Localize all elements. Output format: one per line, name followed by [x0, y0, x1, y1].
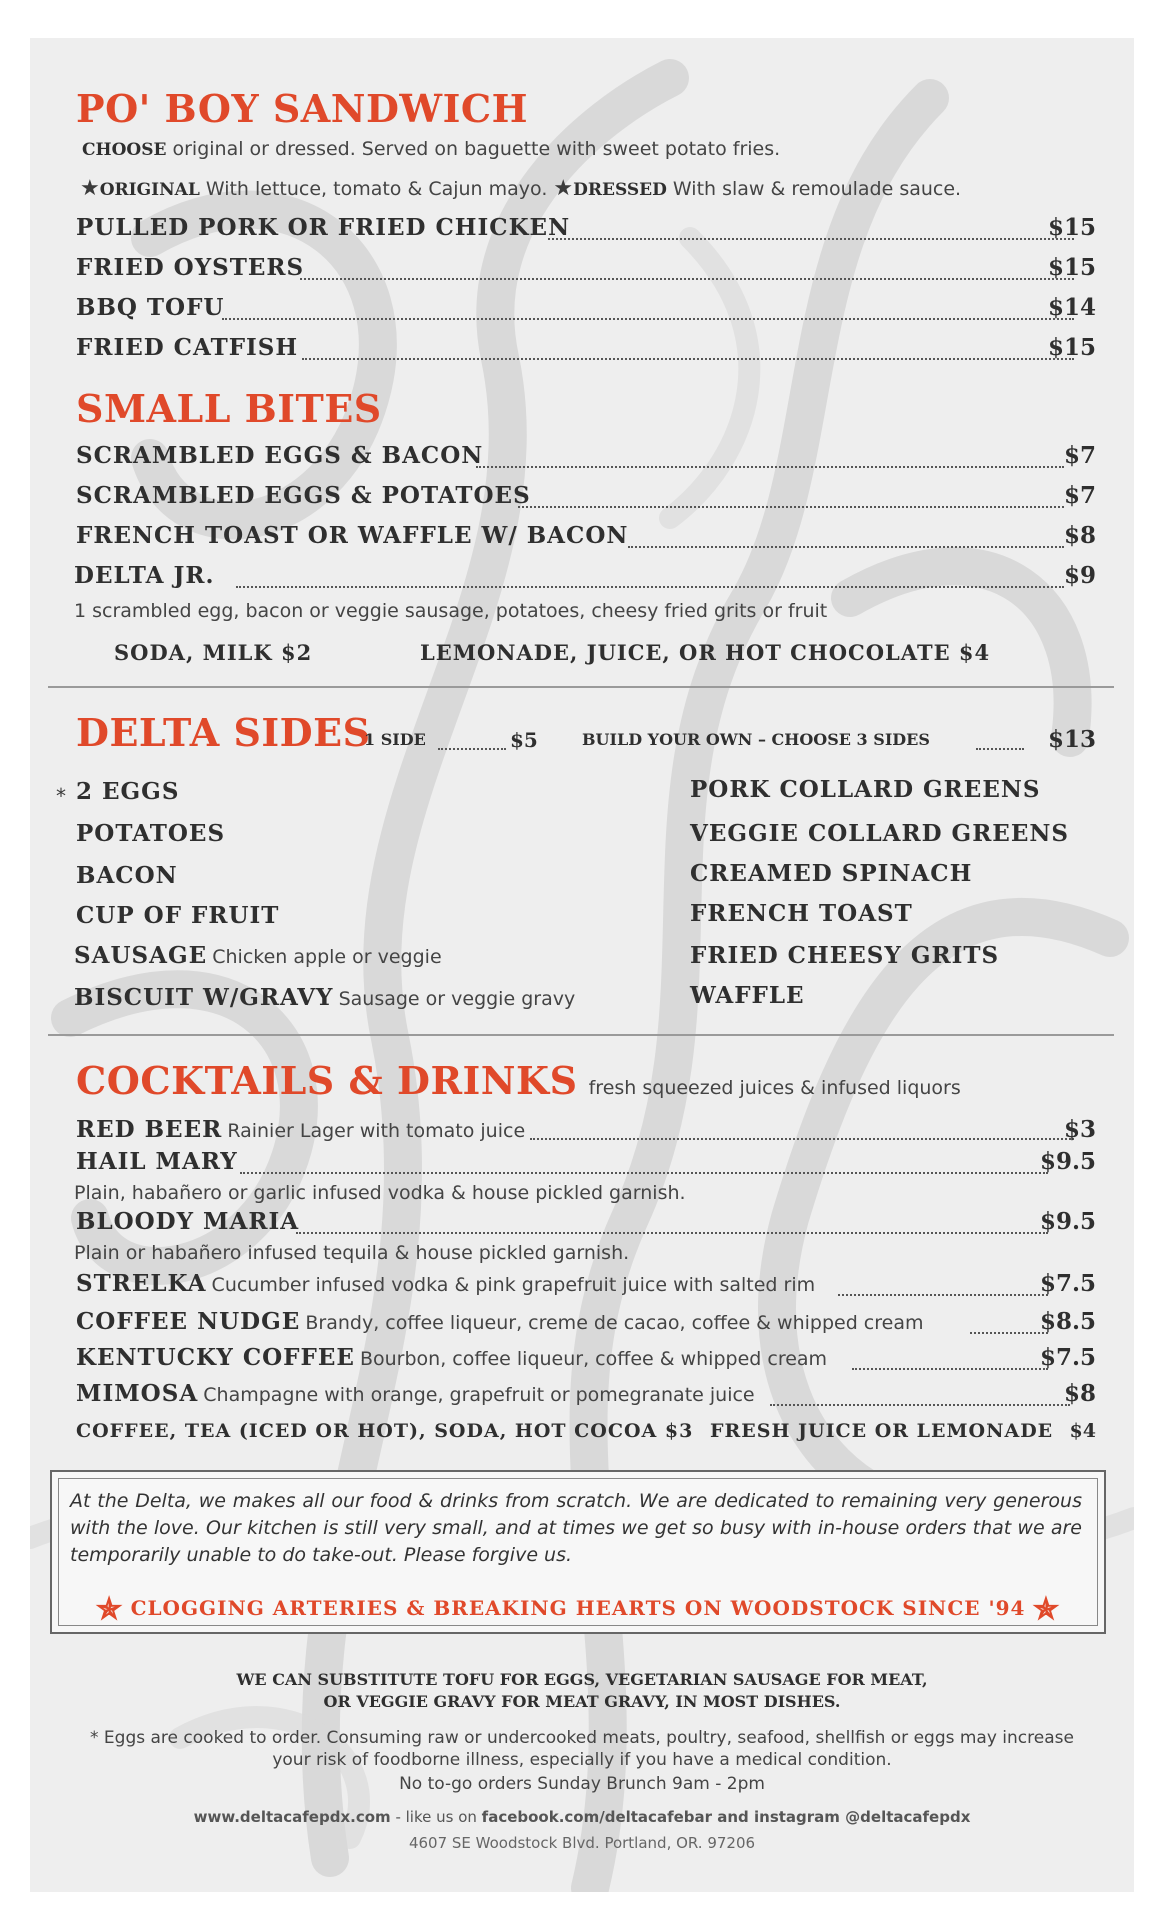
build-your-own-label: BUILD YOUR OWN – CHOOSE 3 SIDES	[582, 730, 930, 749]
drink-name: BLOODY MARIA	[76, 1208, 300, 1235]
drink-row	[76, 1344, 827, 1371]
poboy-item-price: $14	[1047, 294, 1096, 321]
star-icon: ✯	[1033, 1592, 1060, 1627]
section-divider	[48, 1034, 1114, 1036]
menu-panel	[30, 38, 1134, 1892]
side-item-row	[74, 942, 442, 969]
leader-dots	[476, 466, 1064, 468]
side-item-desc: Sausage or veggie gravy	[338, 988, 576, 1010]
drink-desc: Cucumber infused vodka & pink grapefruit juice with salted rim	[211, 1274, 816, 1296]
side-item: POTATOES	[76, 820, 226, 847]
section-title-small-bites: SMALL BITES	[76, 386, 382, 431]
leader-dots	[222, 318, 1074, 320]
leader-dots	[976, 748, 1024, 750]
drink-price: $8.5	[1039, 1308, 1096, 1335]
social-line	[30, 1808, 1134, 1826]
choose-label: CHOOSE	[82, 140, 167, 160]
side-item: FRENCH TOAST	[690, 900, 913, 927]
poboy-options-line	[80, 176, 961, 201]
star-icon: ✯	[96, 1592, 123, 1627]
drink-price: $7.5	[1039, 1270, 1096, 1297]
leader-dots	[240, 1172, 1048, 1174]
drink-note: Plain or habañero infused tequila & house pickled garnish.	[74, 1242, 630, 1264]
drink-name: COFFEE NUDGE	[76, 1308, 301, 1335]
original-text: With lettuce, tomato & Cajun mayo.	[205, 178, 548, 200]
like-text: - like us on	[395, 1808, 477, 1826]
poboy-item-name: FRIED CATFISH	[76, 334, 299, 361]
substitution-line-1: WE CAN SUBSTITUTE TOFU FOR EGGS, VEGETARIAN SAUSAGE FOR MEAT,	[236, 1670, 928, 1689]
side-item: BISCUIT W/GRAVY	[74, 984, 334, 1011]
side-item: SAUSAGE	[74, 942, 208, 969]
leader-dots	[296, 1232, 1048, 1234]
poboy-item-price: $15	[1047, 334, 1096, 361]
leader-dots	[302, 358, 1074, 360]
section-title-cocktails: COCKTAILS & DRINKS	[76, 1058, 578, 1103]
drink-name: RED BEER	[76, 1116, 223, 1143]
drink-name: MIMOSA	[76, 1380, 199, 1407]
poboy-item-price: $15	[1047, 254, 1096, 281]
drink-name: KENTUCKY COFFEE	[76, 1344, 355, 1371]
side-item: CUP OF FRUIT	[76, 902, 280, 929]
leader-dots	[548, 238, 1074, 240]
leader-dots	[236, 586, 1064, 588]
drink-price: $9.5	[1039, 1148, 1096, 1175]
leader-dots	[852, 1368, 1048, 1370]
drinks-bottom-left: COFFEE, TEA (ICED OR HOT), SODA, HOT COCOA $3	[76, 1420, 694, 1442]
drink-price: $9.5	[1039, 1208, 1096, 1235]
one-side-price: $5	[510, 728, 538, 752]
small-bites-item-name: FRENCH TOAST OR WAFFLE W/ BACON	[76, 522, 629, 549]
drink-row	[76, 1380, 755, 1407]
star-icon: ★	[80, 176, 100, 201]
drink-note: Plain, habañero or garlic infused vodka & house pickled garnish.	[74, 1182, 686, 1204]
side-item: FRIED CHEESY GRITS	[690, 942, 1000, 969]
cocktails-header	[76, 1058, 961, 1103]
section-title-poboy: PO' BOY SANDWICH	[76, 86, 529, 131]
leader-dots	[530, 1138, 1074, 1140]
warning-line-2: your risk of foodborne illness, especially if you have a medical condition.	[272, 1750, 892, 1770]
drinks-line-left: SODA, MILK $2	[114, 640, 313, 665]
poboy-item-price: $15	[1047, 214, 1096, 241]
leader-dots	[838, 1294, 1048, 1296]
poboy-choose-line	[82, 138, 780, 160]
drink-desc: Brandy, coffee liqueur, creme de cacao, coffee & whipped cream	[305, 1312, 924, 1334]
small-bites-item-price: $8	[1063, 522, 1096, 549]
drink-price: $8	[1063, 1380, 1096, 1407]
leader-dots	[518, 506, 1064, 508]
small-bites-item-price: $9	[1063, 562, 1096, 589]
cocktails-subtitle: fresh squeezed juices & infused liquors	[588, 1077, 961, 1099]
side-item: PORK COLLARD GREENS	[690, 776, 1041, 803]
drink-row	[76, 1270, 815, 1297]
leader-dots	[970, 1332, 1048, 1334]
side-item-desc: Chicken apple or veggie	[212, 946, 442, 968]
drinks-line-right: LEMONADE, JUICE, OR HOT CHOCOLATE $4	[420, 640, 991, 665]
section-title-delta-sides: DELTA SIDES	[76, 710, 371, 755]
side-item: CREAMED SPINACH	[690, 860, 973, 887]
drink-price: $3	[1063, 1116, 1096, 1143]
notice-text: At the Delta, we makes all our food & drinks from scratch. We are dedicated to remaining very generous with the love. Our kitchen is still very small, and at times we get so busy with in-house orders that we are temporarily unable to do take-out. Please forgive us.	[70, 1490, 1082, 1566]
leader-dots	[770, 1404, 1070, 1406]
one-side-label: 1 SIDE	[364, 730, 426, 749]
poboy-item-name: PULLED PORK OR FRIED CHICKEN	[76, 214, 571, 241]
delta-jr-description: 1 scrambled egg, bacon or veggie sausage, potatoes, cheesy fried grits or fruit	[74, 600, 828, 622]
drinks-bottom-right-price: $4	[1069, 1420, 1096, 1442]
address: 4607 SE Woodstock Blvd. Portland, OR. 97206	[408, 1834, 756, 1852]
drink-row	[76, 1308, 923, 1335]
warning-line-1: * Eggs are cooked to order. Consuming raw or undercooked meats, poultry, seafood, shellfish or eggs may increase	[90, 1728, 1074, 1748]
small-bites-item-name: SCRAMBLED EGGS & BACON	[76, 442, 484, 469]
small-bites-item-name: DELTA JR.	[74, 562, 215, 589]
side-item: 2 EGGS	[76, 778, 180, 805]
side-item: VEGGIE COLLARD GREENS	[690, 820, 1070, 847]
notice-box	[50, 1470, 1106, 1634]
drink-desc: Rainier Lager with tomato juice	[227, 1120, 526, 1142]
substitution-line-2: OR VEGGIE GRAVY FOR MEAT GRAVY, IN MOST DISHES.	[323, 1692, 841, 1711]
side-item: BACON	[76, 862, 178, 889]
drink-desc: Champagne with orange, grapefruit or pomegranate juice	[203, 1384, 755, 1406]
small-bites-item-price: $7	[1063, 482, 1096, 509]
small-bites-item-price: $7	[1063, 442, 1096, 469]
drink-desc: Bourbon, coffee liqueur, coffee & whipped cream	[359, 1348, 828, 1370]
choose-text: original or dressed. Served on baguette with sweet potato fries.	[172, 138, 781, 160]
drink-name: STRELKA	[76, 1270, 207, 1297]
leader-dots	[628, 546, 1064, 548]
section-divider	[48, 686, 1114, 688]
poboy-item-name: BBQ TOFU	[76, 294, 225, 321]
facebook-link[interactable]: facebook.com/deltacafebar and instagram @deltacafepdx	[481, 1808, 971, 1826]
drink-row	[76, 1116, 525, 1143]
side-item-row	[74, 984, 575, 1011]
dressed-text: With slaw & remoulade sauce.	[672, 178, 962, 200]
build-your-own-price: $13	[1047, 726, 1096, 753]
original-label: ORIGINAL	[99, 180, 200, 200]
egg-asterisk: *	[56, 784, 66, 808]
togo-note: No to-go orders Sunday Brunch 9am - 2pm	[399, 1774, 765, 1794]
drink-price: $7.5	[1039, 1344, 1096, 1371]
menu-content	[30, 38, 1134, 1892]
tagline-text: CLOGGING ARTERIES & BREAKING HEARTS ON WOODSTOCK SINCE '94	[130, 1596, 1026, 1620]
dressed-label: DRESSED	[573, 180, 667, 200]
star-icon: ★	[553, 176, 574, 201]
drink-name: HAIL MARY	[76, 1148, 238, 1175]
leader-dots	[300, 278, 1074, 280]
side-item: WAFFLE	[690, 982, 805, 1009]
leader-dots	[438, 748, 506, 750]
tagline	[52, 1592, 1104, 1627]
drinks-bottom-right-label: FRESH JUICE OR LEMONADE	[710, 1420, 1054, 1442]
website-link[interactable]: www.deltacafepdx.com	[193, 1808, 391, 1826]
small-bites-item-name: SCRAMBLED EGGS & POTATOES	[76, 482, 531, 509]
poboy-item-name: FRIED OYSTERS	[76, 254, 305, 281]
